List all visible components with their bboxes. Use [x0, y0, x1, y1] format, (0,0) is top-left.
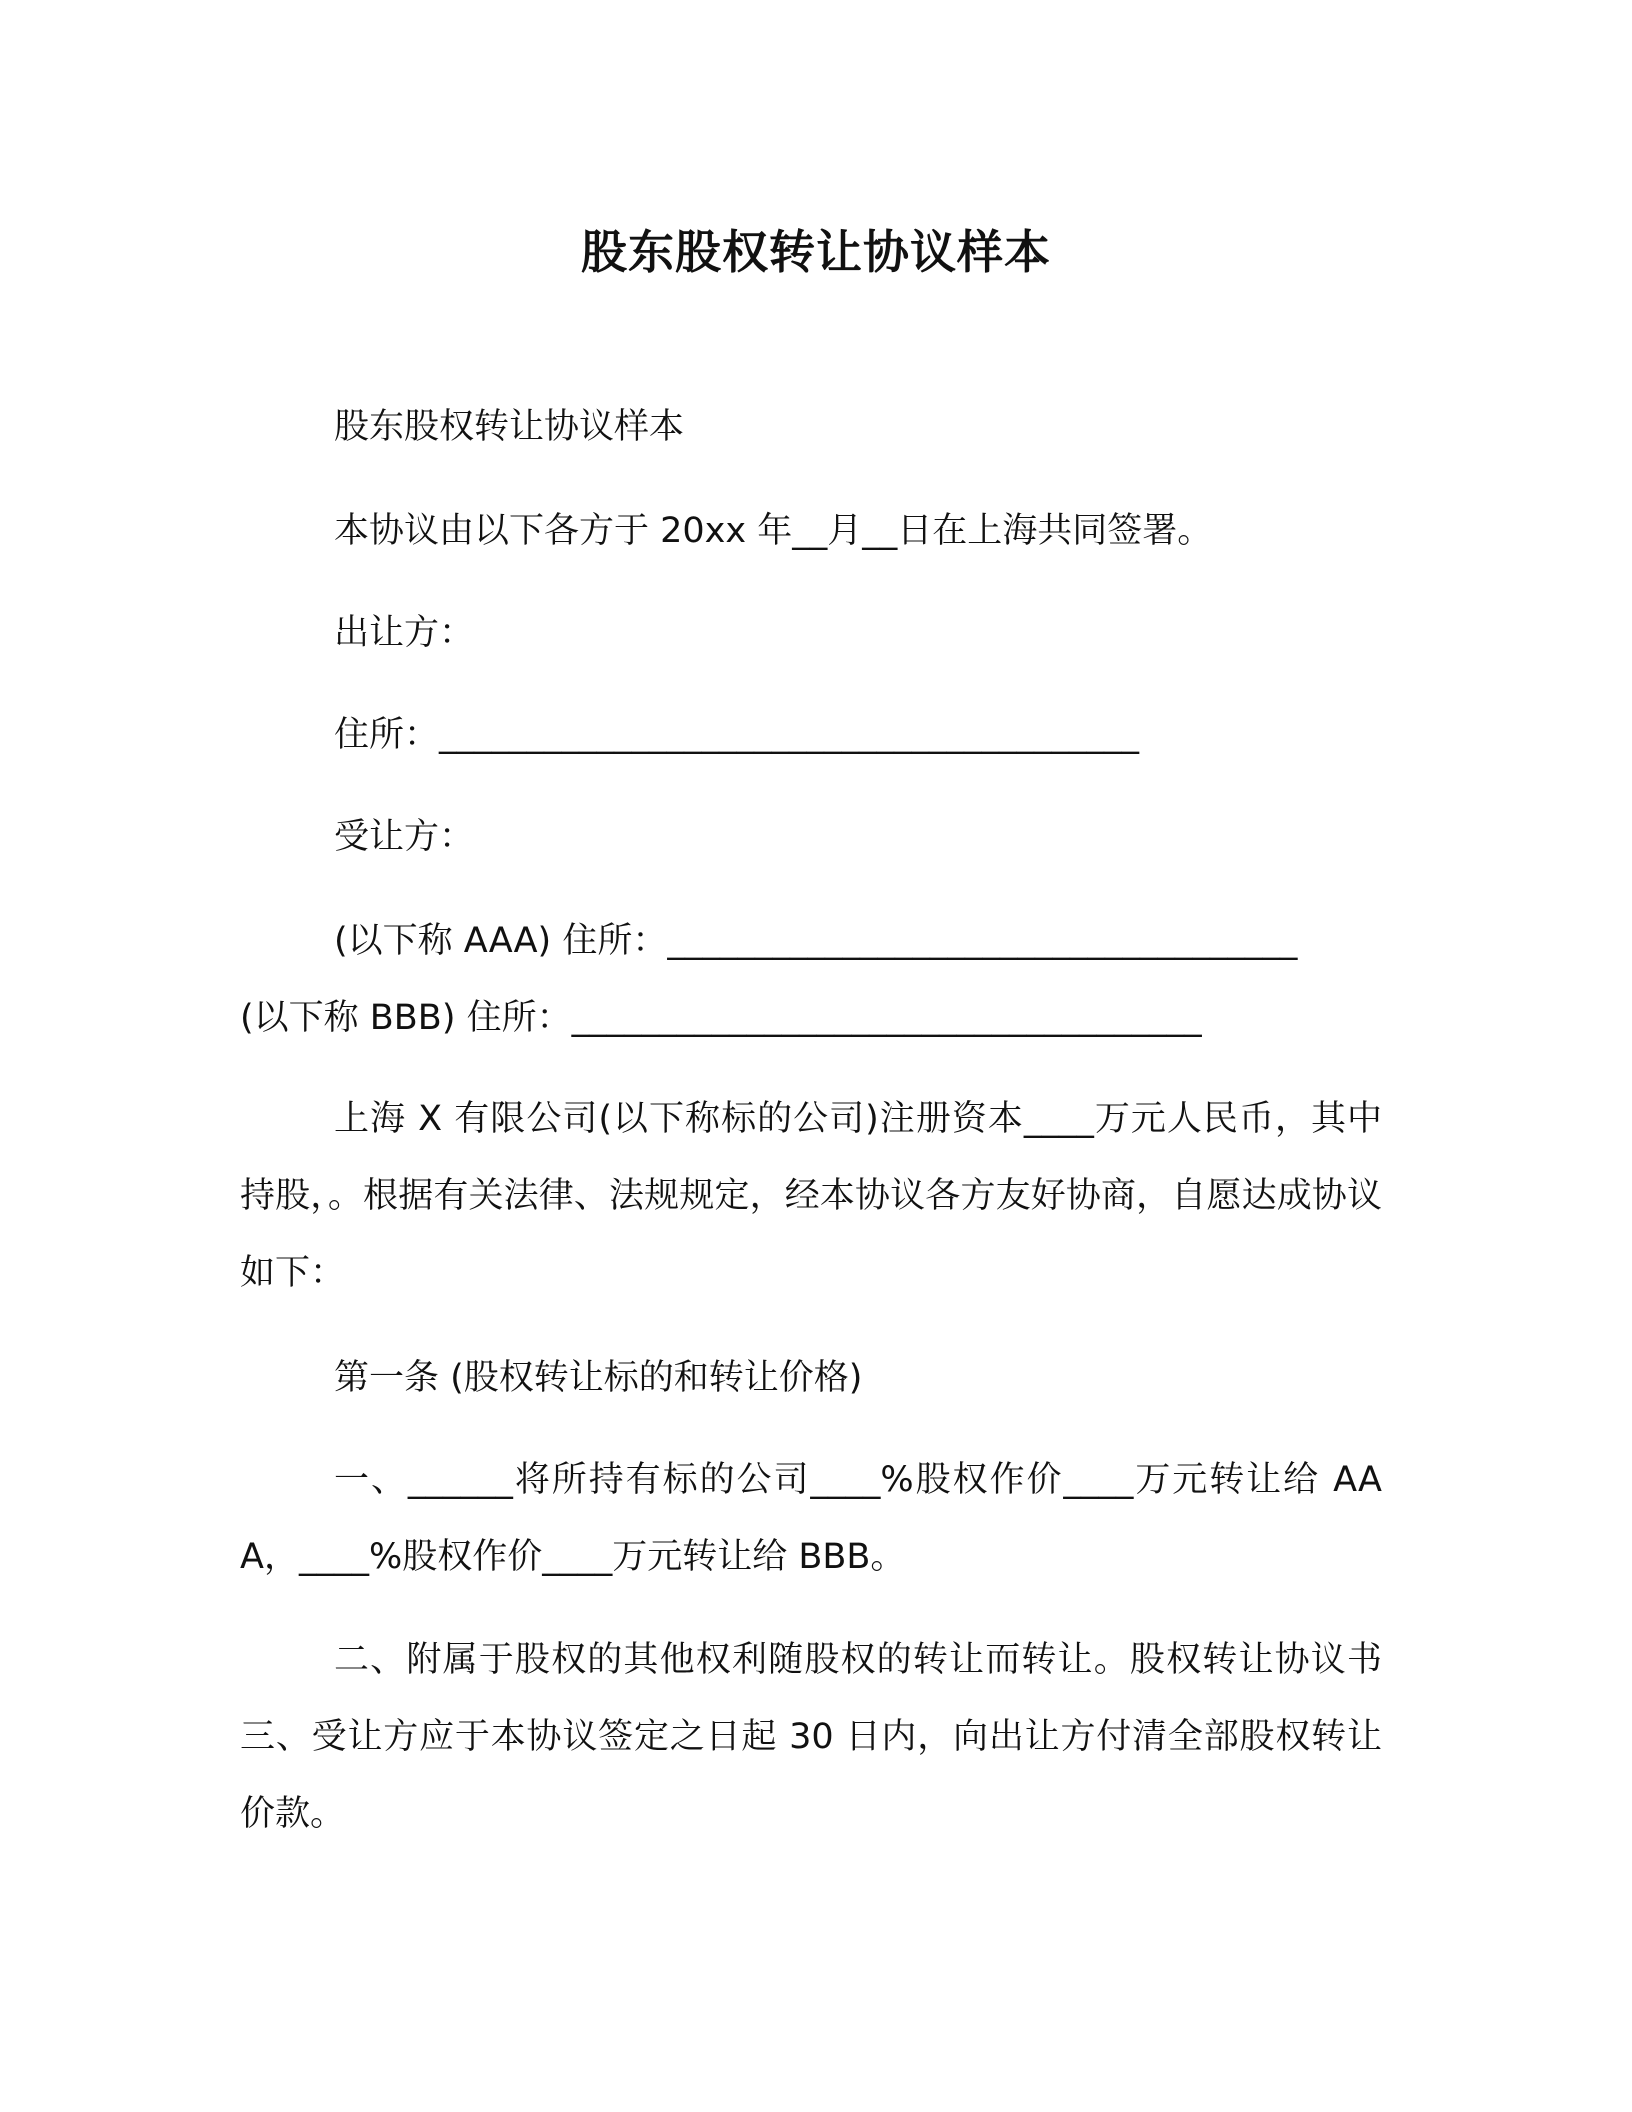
bbb-address-line: (以下称 BBB) 住所：____________________________________	[240, 998, 1202, 1038]
aaa-address-line: (以下称 AAA) 住所：____________________________________	[334, 921, 1298, 961]
document-title: 股东股权转让协议样本	[581, 225, 1051, 279]
transferee-label: 受让方：	[334, 817, 475, 857]
transferor-address-line: 住所：________________________________________	[334, 715, 1140, 755]
subtitle-paragraph: 股东股权转让协议样本	[334, 407, 685, 447]
article-one-heading: 第一条 (股权转让标的和转让价格)	[334, 1358, 863, 1398]
company-info-paragraph: 上海 X 有限公司(以下称标的公司)注册资本____万元人民币，其中持股，。根据有关法律、法规规定，经本协议各方友好协商，自愿达成协议如下：	[240, 1099, 1382, 1293]
article-one-clause-1: 一、______将所持有标的公司____%股权作价____万元转让给 AAA，____%股权作价____万元转让给 BBB。	[240, 1460, 1382, 1577]
transferor-label: 出让方：	[334, 613, 475, 653]
signing-date-paragraph: 本协议由以下各方于 20xx 年__月__日在上海共同签署。	[334, 511, 1213, 551]
article-one-clause-2: 二、附属于股权的其他权利随股权的转让而转让。股权转让协议书三、受让方应于本协议签定之日起 30 日内，向出让方付清全部股权转让价款。	[240, 1640, 1382, 1834]
